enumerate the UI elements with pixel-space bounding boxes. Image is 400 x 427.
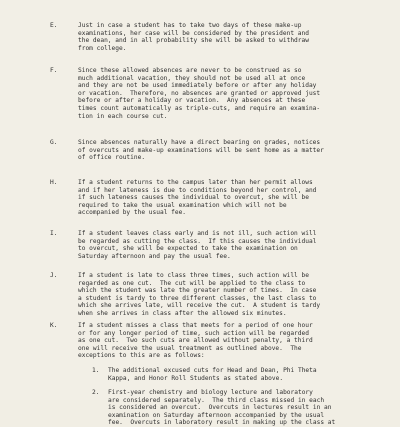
subitem-body — [108, 389, 370, 427]
text-line: and they are not be used immediately before or after any holiday — [78, 82, 317, 90]
text-line: fee. Overcuts in laboratory result in making up the class at — [108, 419, 336, 427]
text-line: if such lateness causes the individual to overcut, she will be — [78, 194, 309, 202]
item-letter: J. — [50, 272, 58, 279]
text-line: Saturday afternoon and pay the usual fee. — [78, 252, 231, 260]
text-line: Since absences naturally have a direct bearing on grades, notices — [78, 139, 321, 146]
text-line: Kappa, and Honor Roll Students as stated above. — [108, 374, 284, 382]
item-body — [78, 67, 364, 120]
text-line: or for any longer period of time, such action will be regarded — [78, 329, 309, 337]
text-line: times count automatically as triple-cuts, and require an examina- — [78, 104, 321, 112]
paragraph-k — [50, 322, 364, 360]
text-line: First-year chemistry and biology lecture and laboratory — [108, 389, 313, 396]
text-line: If a student is late to class three times, such action will be — [78, 272, 309, 279]
text-line: and if her lateness is due to conditions beyond her control, and — [78, 186, 317, 194]
paragraph-f — [50, 67, 364, 120]
text-line: required to take the usual examination which will not be — [78, 201, 287, 209]
item-letter: H. — [50, 179, 58, 186]
text-line: If a student returns to the campus later than her permit allows — [78, 179, 313, 186]
item-letter: I. — [50, 230, 58, 237]
text-line: tion in each course cut. — [78, 112, 168, 120]
text-line: one will receive the usual treatment as outlined above. The — [78, 344, 302, 352]
text-line: much additional vacation, they should not be used all at once — [78, 74, 306, 82]
text-line: exceptions to this are as follows: — [78, 352, 205, 360]
subitem-1 — [92, 367, 370, 382]
item-letter: K. — [50, 322, 58, 329]
text-line: of overcuts and make-up examinations will be sent home as a matter — [78, 146, 324, 154]
text-line: examinations, her case will be considered by the president and — [78, 29, 309, 37]
text-line: regarded as one cut. The cut will be applied to the class to — [78, 279, 306, 287]
item-body — [78, 22, 364, 52]
subitem-number: 2. — [92, 389, 100, 396]
text-line: or vacation. Therefore, no absences are granted or approved just — [78, 89, 321, 97]
text-line: are considered separately. The third class missed in each — [108, 396, 325, 404]
text-line: when she arrives in class after the allowed six minutes. — [78, 309, 287, 317]
paragraph-e — [50, 22, 364, 52]
text-line: of office routine. — [78, 154, 146, 162]
item-letter: G. — [50, 139, 58, 146]
text-line: before or after a holiday or vacation. Any absences at these — [78, 97, 306, 105]
item-letter: E. — [50, 22, 58, 29]
text-line: If a student misses a class that meets for a period of one hour — [78, 322, 313, 329]
subitem-2 — [92, 389, 370, 427]
subitem-body — [108, 367, 370, 382]
text-line: If a student leaves class early and is not ill, such action will — [78, 230, 317, 237]
text-line: as one cut. Two such cuts are allowed without penalty, a third — [78, 337, 313, 345]
item-body — [78, 139, 364, 162]
subitem-number: 1. — [92, 367, 100, 374]
item-body — [78, 272, 364, 318]
text-line: is considered an overcut. Overcuts in lectures result in an — [108, 404, 332, 412]
text-line: The additional excused cuts for Head and Dean, Phi Theta — [108, 367, 317, 374]
item-body — [78, 322, 364, 360]
item-body — [78, 230, 364, 260]
text-line: Just in case a student has to take two days of these make-up — [78, 22, 302, 29]
text-line: the dean, and in all probability she will be asked to withdraw — [78, 37, 309, 45]
item-letter: F. — [50, 67, 58, 74]
text-line: a student is tardy to three different classes, the last class to — [78, 294, 317, 302]
paragraph-h — [50, 179, 364, 217]
text-line: be regarded as cutting the class. If this causes the individual — [78, 237, 317, 245]
paragraph-j — [50, 272, 364, 318]
paragraph-i — [50, 230, 364, 260]
text-line: accompanied by the usual fee. — [78, 209, 187, 217]
item-body — [78, 179, 364, 217]
paragraph-g — [50, 139, 364, 162]
text-line: examination on Saturday afternoon accompanied by the usual — [108, 411, 325, 419]
text-line: which the student was late the greater number of times. In case — [78, 287, 317, 295]
text-line: to overcut, she will be expected to take the examination on — [78, 245, 298, 253]
text-line: which she arrives late, will receive the cut. A student is tardy — [78, 302, 321, 310]
text-line: from college. — [78, 44, 127, 52]
text-line: Since these allowed absences are never to be construed as so — [78, 67, 302, 74]
